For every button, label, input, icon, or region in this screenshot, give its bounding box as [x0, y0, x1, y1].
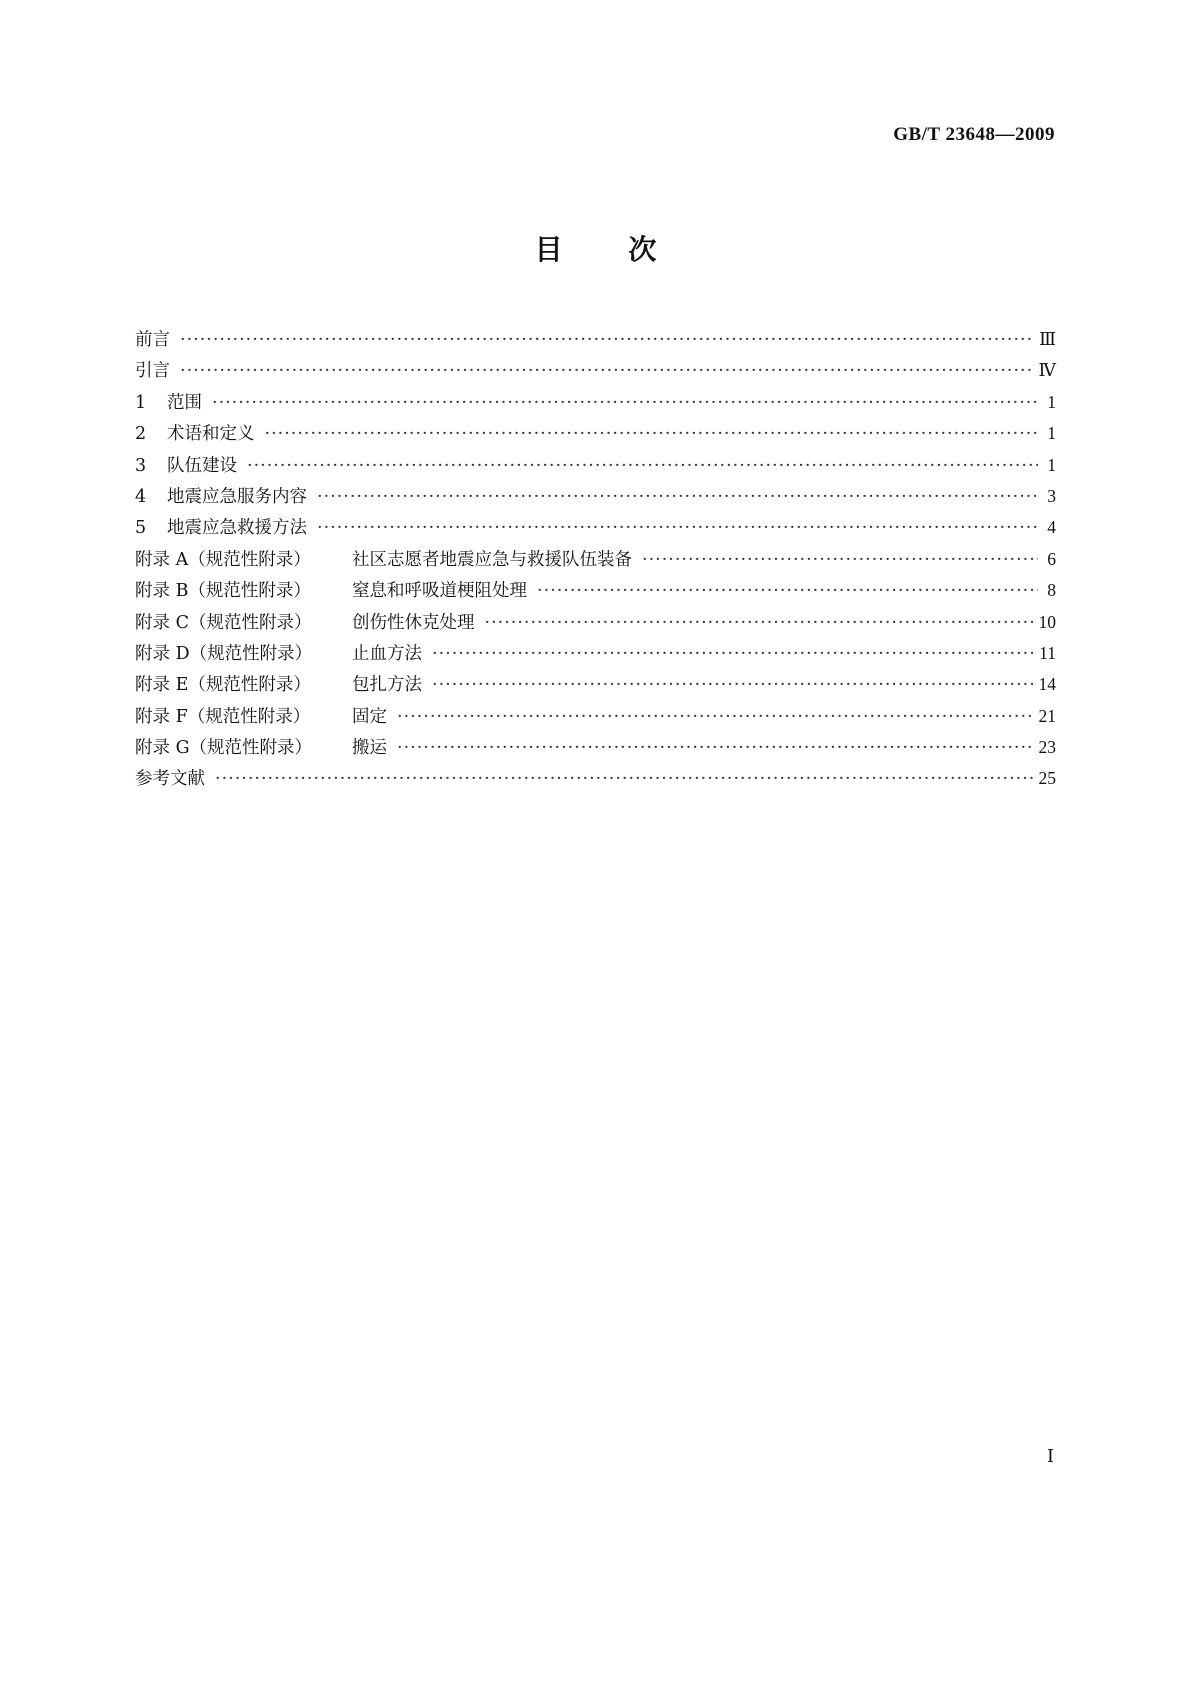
toc-annex-prefix: 附录 D（规范性附录）	[135, 643, 313, 664]
table-of-contents	[135, 326, 1056, 797]
toc-entry-title: 窒息和呼吸道梗阻处理	[352, 581, 527, 602]
toc-annex-prefix: 附录 E（规范性附录）	[135, 675, 311, 696]
toc-section-number: 1	[135, 392, 147, 413]
toc-entry-title: 前言	[135, 330, 170, 350]
toc-dot-leader	[317, 518, 1038, 538]
toc-entry[interactable]	[135, 546, 1056, 577]
toc-entry-label	[135, 389, 202, 414]
toc-entry[interactable]	[135, 483, 1056, 514]
toc-section-number: 4	[135, 486, 147, 507]
toc-entry[interactable]	[135, 703, 1056, 734]
toc-entry-label	[135, 326, 170, 351]
toc-dot-leader	[247, 456, 1038, 476]
toc-page-number: Ⅳ	[1038, 360, 1056, 381]
toc-entry-label	[135, 514, 307, 539]
toc-page-number: 23	[1038, 737, 1056, 758]
toc-page-number: 1	[1047, 391, 1056, 412]
toc-section-number: 2	[135, 424, 147, 445]
toc-entry-label	[135, 765, 205, 790]
toc-entry[interactable]	[135, 452, 1056, 483]
toc-section-number: 5	[135, 518, 147, 539]
toc-entry-label	[135, 671, 422, 696]
toc-entry[interactable]	[135, 640, 1056, 671]
toc-page-number: 10	[1038, 611, 1056, 632]
toc-page-number: 21	[1038, 705, 1056, 726]
toc-entry-title: 术语和定义	[167, 424, 255, 445]
toc-dot-leader	[537, 581, 1038, 601]
toc-entry[interactable]	[135, 671, 1056, 702]
toc-entry-label	[135, 734, 387, 759]
toc-annex-prefix: 附录 C（规范性附录）	[135, 612, 312, 633]
toc-annex-prefix: 附录 A（规范性附录）	[135, 549, 311, 570]
toc-page-number: 3	[1047, 485, 1056, 506]
toc-dot-leader	[485, 613, 1033, 633]
toc-entry-title: 范围	[167, 392, 202, 413]
toc-page-number: 25	[1038, 768, 1056, 789]
toc-entry-title: 固定	[352, 706, 387, 727]
toc-entry-label	[135, 483, 307, 508]
toc-entry-title: 止血方法	[352, 643, 422, 664]
toc-entry[interactable]	[135, 326, 1056, 357]
toc-entry-title: 地震应急救援方法	[167, 518, 307, 539]
toc-entry[interactable]	[135, 577, 1056, 608]
toc-entry-label	[135, 703, 387, 728]
toc-dot-leader	[180, 330, 1033, 350]
toc-annex-prefix: 附录 F（规范性附录）	[135, 706, 311, 727]
toc-entry-title: 社区志愿者地震应急与救援队伍装备	[352, 549, 632, 570]
page-number: Ⅰ	[1046, 1446, 1054, 1466]
toc-annex-prefix: 附录 B（规范性附录）	[135, 581, 311, 602]
toc-page-number: 11	[1039, 642, 1056, 663]
toc-entry[interactable]	[135, 609, 1056, 640]
toc-entry-title: 参考文献	[135, 769, 205, 790]
toc-page-number: 1	[1047, 454, 1056, 475]
toc-page-number: Ⅲ	[1039, 329, 1056, 349]
toc-entry-title: 包扎方法	[352, 675, 422, 696]
toc-dot-leader	[432, 644, 1033, 664]
toc-dot-leader	[642, 550, 1038, 570]
toc-page-number: 14	[1038, 674, 1056, 695]
toc-entry[interactable]	[135, 765, 1056, 796]
toc-entry-title: 引言	[135, 361, 170, 382]
toc-page-number: 8	[1047, 580, 1056, 601]
toc-entry[interactable]	[135, 514, 1056, 545]
toc-entry-label	[135, 357, 170, 382]
toc-dot-leader	[212, 393, 1038, 413]
toc-entry-label	[135, 609, 475, 634]
toc-page-number: 6	[1047, 548, 1056, 569]
toc-section-number: 3	[135, 455, 147, 476]
toc-dot-leader	[432, 675, 1033, 695]
toc-entry-title: 创伤性休克处理	[352, 612, 475, 633]
toc-page-number: 4	[1047, 517, 1056, 538]
toc-page-number: 1	[1047, 423, 1056, 444]
toc-entry-label	[135, 640, 422, 665]
toc-entry-title: 队伍建设	[167, 455, 237, 476]
toc-dot-leader	[180, 361, 1033, 381]
toc-annex-prefix: 附录 G（规范性附录）	[135, 738, 313, 759]
toc-entry[interactable]	[135, 389, 1056, 420]
toc-dot-leader	[317, 487, 1038, 507]
toc-entry-label	[135, 577, 527, 602]
standard-code: GB/T 23648—2009	[893, 124, 1055, 145]
toc-entry-label	[135, 452, 237, 477]
toc-dot-leader	[397, 707, 1033, 727]
toc-dot-leader	[215, 769, 1033, 789]
toc-entry[interactable]	[135, 420, 1056, 451]
toc-entry[interactable]	[135, 357, 1056, 388]
toc-entry[interactable]	[135, 734, 1056, 765]
toc-entry-label	[135, 546, 632, 571]
toc-dot-leader	[397, 738, 1033, 758]
toc-entry-label	[135, 420, 255, 445]
page-title: 目 次	[534, 233, 657, 266]
toc-entry-title: 搬运	[352, 738, 387, 759]
toc-entry-title: 地震应急服务内容	[167, 486, 307, 507]
toc-dot-leader	[265, 424, 1039, 444]
